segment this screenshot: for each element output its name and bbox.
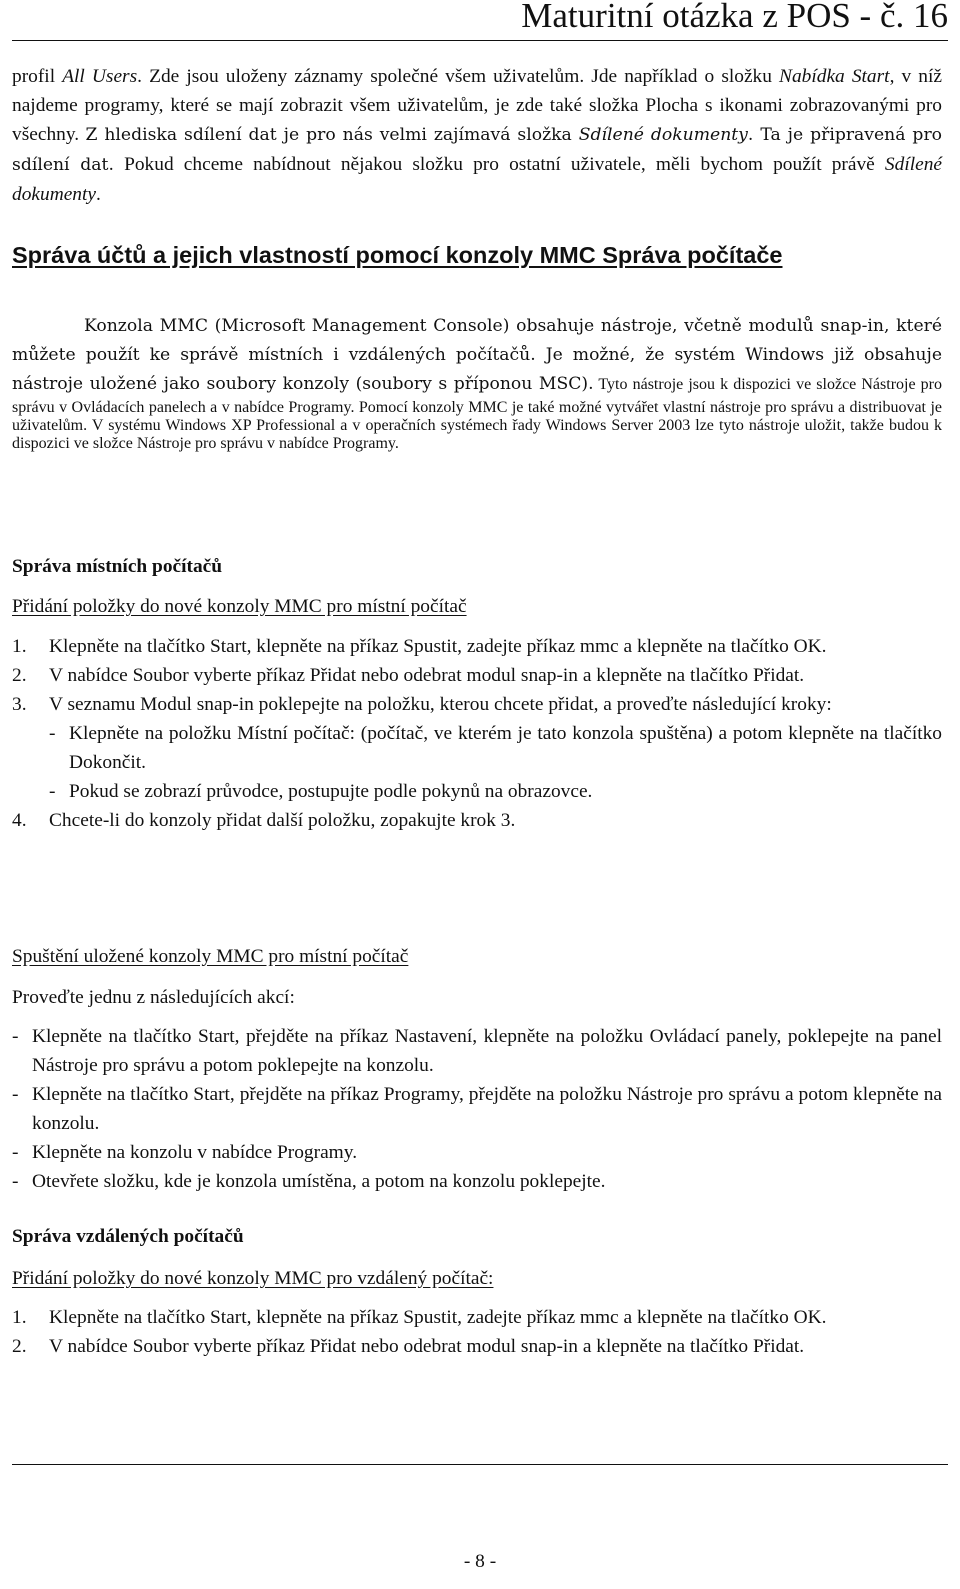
list-item <box>12 806 942 835</box>
intro-paragraph <box>12 62 942 209</box>
mmc-paragraph <box>12 296 942 469</box>
list-item <box>12 1167 942 1196</box>
step-text: V seznamu Modul snap-in poklepejte na položku, kterou chcete přidat, a proveďte následující kroky: <box>49 694 832 715</box>
run-heading: Spuštění uložené konzoly MMC pro místní počítač <box>12 946 409 967</box>
intro-text: Z hlediska sdílení dat je pro nás velmi zajímavá složka <box>85 125 579 145</box>
remote-steps <box>12 1303 942 1361</box>
list-item <box>12 777 942 806</box>
step-number: 2. <box>12 1336 27 1357</box>
substep-text: Klepněte na položku Místní počítač: (počítač, ve kterém je tato konzola spuštěna) a potom klepněte na tlačítko Dokončit. <box>69 723 942 773</box>
local-subheading: Přidání položky do nové konzoly MMC pro místní počítač <box>12 596 467 617</box>
action-text: Klepněte na tlačítko Start, přejděte na příkaz Programy, přejděte na položku Nástroje pro správu a potom klepněte na konzolu. <box>32 1084 942 1134</box>
dash-bullet: - <box>49 781 56 802</box>
intro-italic-all-users: All Users <box>62 66 138 87</box>
dash-bullet: - <box>12 1171 19 1192</box>
mmc-text: Tyto nástroje jsou k dispozici ve složce Nástroje pro správu v Ovládacích panelech a v nabídce Programy. <box>12 376 943 416</box>
mmc-text: Konzola MMC (Microsoft Management Console) obsahuje nástroje, včetně modulů snap-in, které můžete použít ke správě místních i vzdálených počítačů. <box>12 316 942 365</box>
local-steps <box>12 632 942 835</box>
header-divider <box>12 40 948 41</box>
step-text: V nabídce Soubor vyberte příkaz Přidat nebo odebrat modul snap-in a klepněte na tlačítko Přidat. <box>49 665 805 686</box>
mmc-text: Pomocí konzoly MMC je také možné vytvářet vlastní nástroje pro správu a distribuovat je uživatelům. <box>12 399 942 434</box>
footer-divider <box>12 1464 948 1465</box>
step-text: V nabídce Soubor vyberte příkaz Přidat nebo odebrat modul snap-in a klepněte na tlačítko Přidat. <box>49 1336 805 1357</box>
action-text: Otevřete složku, kde je konzola umístěna, a potom na konzolu poklepejte. <box>32 1171 606 1192</box>
step-number: 4. <box>12 810 27 831</box>
step-number: 2. <box>12 665 27 686</box>
list-item <box>12 1332 942 1361</box>
page-header-title: Maturitní otázka z POS - č. 16 <box>521 0 948 35</box>
list-item <box>12 661 942 690</box>
mmc-text: Je možné, že systém Windows již obsahuje nástroje uložené jako soubory konzoly (soubory s příponou MSC). <box>12 345 943 394</box>
local-heading: Správa místních počítačů <box>12 556 223 577</box>
remote-subheading: Přidání položky do nové konzoly MMC pro vzdálený počítač: <box>12 1268 494 1289</box>
mmc-text: V systému Windows XP Professional a v operačních systémech řady Windows Server 2003 lze tyto nástroje uložit, takže budou k dispozici ve složce Nástroje pro správu v nabídce Programy. <box>12 417 942 452</box>
intro-text: . Ta je připravená pro sdílení dat. <box>12 125 943 175</box>
step-number: 3. <box>12 694 27 715</box>
step-text: Chcete-li do konzoly přidat další položku, zopakujte krok 3. <box>49 810 516 831</box>
action-text: Klepněte na tlačítko Start, přejděte na příkaz Nastavení, klepněte na položku Ovládací panely, poklepejte na panel Nástroje pro správu a potom poklepejte na konzolu. <box>32 1026 942 1076</box>
page-number: - 8 - <box>463 1551 497 1572</box>
step-number: 1. <box>12 636 27 657</box>
list-item <box>12 632 942 661</box>
run-actions <box>12 1022 942 1196</box>
run-intro: Proveďte jednu z následujících akcí: <box>12 987 295 1008</box>
intro-italic-nabidka-start: Nabídka Start <box>779 66 890 87</box>
intro-text: . Zde jsou uloženy záznamy společné všem uživatelům. Jde například o složku <box>137 66 780 87</box>
list-item <box>12 1080 942 1138</box>
intro-text: . <box>96 184 101 205</box>
list-item <box>12 1303 942 1332</box>
dash-bullet: - <box>12 1026 19 1047</box>
list-item <box>12 1022 942 1080</box>
dash-bullet: - <box>49 723 56 744</box>
step-text: Klepněte na tlačítko Start, klepněte na příkaz Spustit, zadejte příkaz mmc a klepněte na tlačítko OK. <box>49 636 827 657</box>
list-item <box>12 1138 942 1167</box>
intro-text: profil <box>12 66 63 87</box>
intro-italic-sdilene: Sdílené dokumenty <box>12 154 942 205</box>
section-title: Správa účtů a jejich vlastností pomocí konzoly MMC Správa počítače <box>12 242 783 268</box>
list-item <box>12 719 942 777</box>
intro-italic-sdilene: Sdílené dokumenty <box>578 125 748 145</box>
intro-text: Pokud chceme nabídnout nějakou složku pro ostatní uživatele, měli bychom použít právě <box>113 154 885 175</box>
step-number: 1. <box>12 1307 27 1328</box>
dash-bullet: - <box>12 1142 19 1163</box>
action-text: Klepněte na konzolu v nabídce Programy. <box>32 1142 358 1163</box>
list-item <box>12 690 942 719</box>
dash-bullet: - <box>12 1084 19 1105</box>
intro-text: , v níž najdeme programy, které se mají zobrazit všem uživatelům, je zde také složka Plocha s ikonami zobrazovanými pro všechny. <box>12 66 942 145</box>
step-text: Klepněte na tlačítko Start, klepněte na příkaz Spustit, zadejte příkaz mmc a klepněte na tlačítko OK. <box>49 1307 827 1328</box>
remote-heading: Správa vzdálených počítačů <box>12 1226 244 1247</box>
substep-text: Pokud se zobrazí průvodce, postupujte podle pokynů na obrazovce. <box>69 781 593 802</box>
